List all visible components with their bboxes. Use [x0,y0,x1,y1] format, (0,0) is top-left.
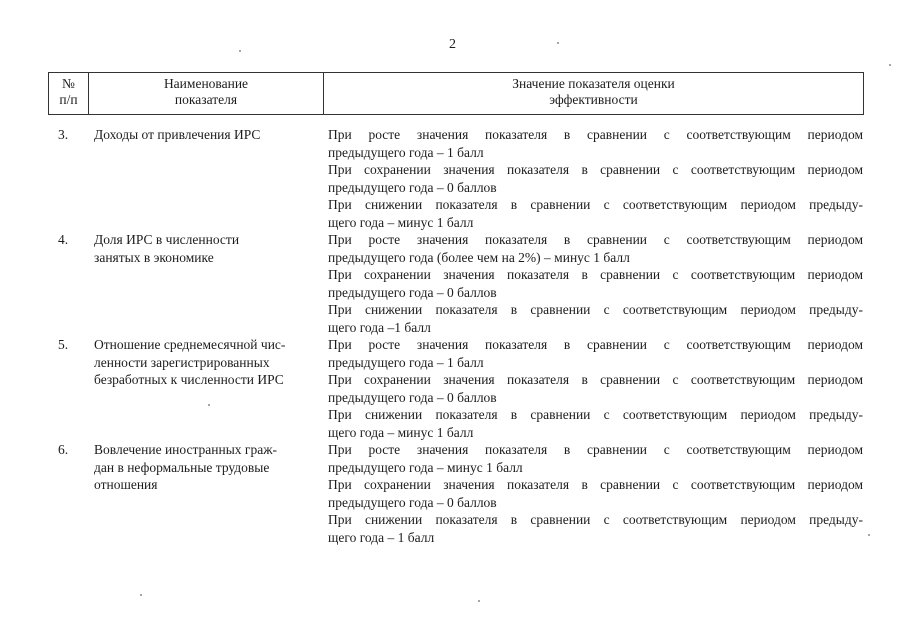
indicator-value-line: предыдущего года – 0 баллов [328,494,497,510]
indicator-value-line: При росте значения показателя в сравнении с соответствующим периодом [328,442,863,457]
indicator-value-line: щего года – минус 1 балл [328,424,474,440]
indicator-value-line: При росте значения показателя в сравнении с соответствующим периодом [328,337,863,352]
indicator-value [328,336,863,371]
indicator-value-line: предыдущего года (более чем на 2%) – минус 1 балл [328,249,630,265]
indicator-name [94,336,314,389]
indicator-values [328,336,863,441]
indicator-name-line: Отношение среднемесячной чис- [94,337,286,352]
indicator-value [328,196,863,231]
header-name-line: Наименование [163,76,249,91]
indicator-value-line: предыдущего года – 1 балл [328,144,484,160]
table-row [48,231,863,336]
indicator-value [328,371,863,406]
indicator-name [94,441,314,494]
header-name-line: показателя [174,92,238,107]
indicator-value [328,266,863,301]
indicator-value-line: При росте значения показателя в сравнении с соответствующим периодом [328,127,863,142]
scan-speck [140,594,142,596]
header-value-line: эффективности [549,92,638,107]
indicator-name-line: отношения [94,477,158,492]
scan-speck [889,64,891,66]
indicator-name [94,126,314,144]
row-number: 3. [58,127,69,142]
header-num [49,73,89,115]
indicator-name-line: занятых в экономике [94,249,214,265]
indicator-value-line: предыдущего года – минус 1 балл [328,459,523,475]
row-number: 5. [58,337,69,352]
indicator-value-line: При снижении показателя в сравнении с соответствующим периодом предыду- [328,302,863,317]
indicator-name-line: Доходы от привлечения ИРС [94,127,261,142]
table-row [48,336,863,441]
indicator-name [94,231,314,266]
indicator-value-line: предыдущего года – 1 балл [328,354,484,370]
indicator-name-line: ленности зарегистрированных [94,354,270,370]
indicator-name-line: безработных к численности ИРС [94,372,284,387]
indicator-value [328,301,863,336]
table-header [48,72,864,115]
indicator-value [328,231,863,266]
indicator-value [328,511,863,546]
scan-speck [557,42,559,44]
indicator-name-line: Вовлечение иностранных граж- [94,442,278,457]
scan-speck [478,600,480,602]
indicator-value [328,406,863,441]
header-value-line: Значение показателя оценки [512,76,675,91]
table-row [48,126,863,231]
indicator-value-line: При снижении показателя в сравнении с соответствующим периодом предыду- [328,197,863,212]
indicator-value-line: щего года – 1 балл [328,529,435,545]
header-value [324,73,864,115]
indicator-value-line: При сохранении значения показателя в сравнении с соответствующим периодом [328,267,863,282]
indicator-value-line: При сохранении значения показателя в сравнении с соответствующим периодом [328,372,863,387]
indicator-value-line: щего года – минус 1 балл [328,214,474,230]
indicator-value-line: При снижении показателя в сравнении с соответствующим периодом предыду- [328,407,863,422]
indicator-values [328,126,863,231]
indicator-value-line: При снижении показателя в сравнении с соответствующим периодом предыду- [328,512,863,527]
row-number: 6. [58,442,69,457]
header-num-line: п/п [59,92,78,107]
indicator-value [328,476,863,511]
indicator-value-line: предыдущего года – 0 баллов [328,179,497,195]
indicator-value [328,161,863,196]
indicator-values [328,441,863,546]
row-number: 4. [58,232,69,247]
scan-speck [239,50,241,52]
indicator-value-line: предыдущего года – 0 баллов [328,389,497,405]
indicator-value-line: щего года –1 балл [328,319,431,335]
table-body [48,126,863,546]
indicator-value [328,441,863,476]
table-row [48,441,863,546]
indicator-values [328,231,863,336]
indicator-name-line: дан в неформальные трудовые [94,459,270,475]
indicator-value-line: При сохранении значения показателя в сравнении с соответствующим периодом [328,477,863,492]
indicator-value-line: При сохранении значения показателя в сравнении с соответствующим периодом [328,162,863,177]
scan-speck [868,534,870,536]
indicator-name-line: Доля ИРС в численности [94,232,240,247]
indicator-value [328,126,863,161]
scan-speck [208,404,210,406]
header-num-line: № [62,76,75,91]
header-name [89,73,324,115]
page-number: 2 [449,37,456,52]
indicator-value-line: При росте значения показателя в сравнении с соответствующим периодом [328,232,863,247]
indicator-value-line: предыдущего года – 0 баллов [328,284,497,300]
